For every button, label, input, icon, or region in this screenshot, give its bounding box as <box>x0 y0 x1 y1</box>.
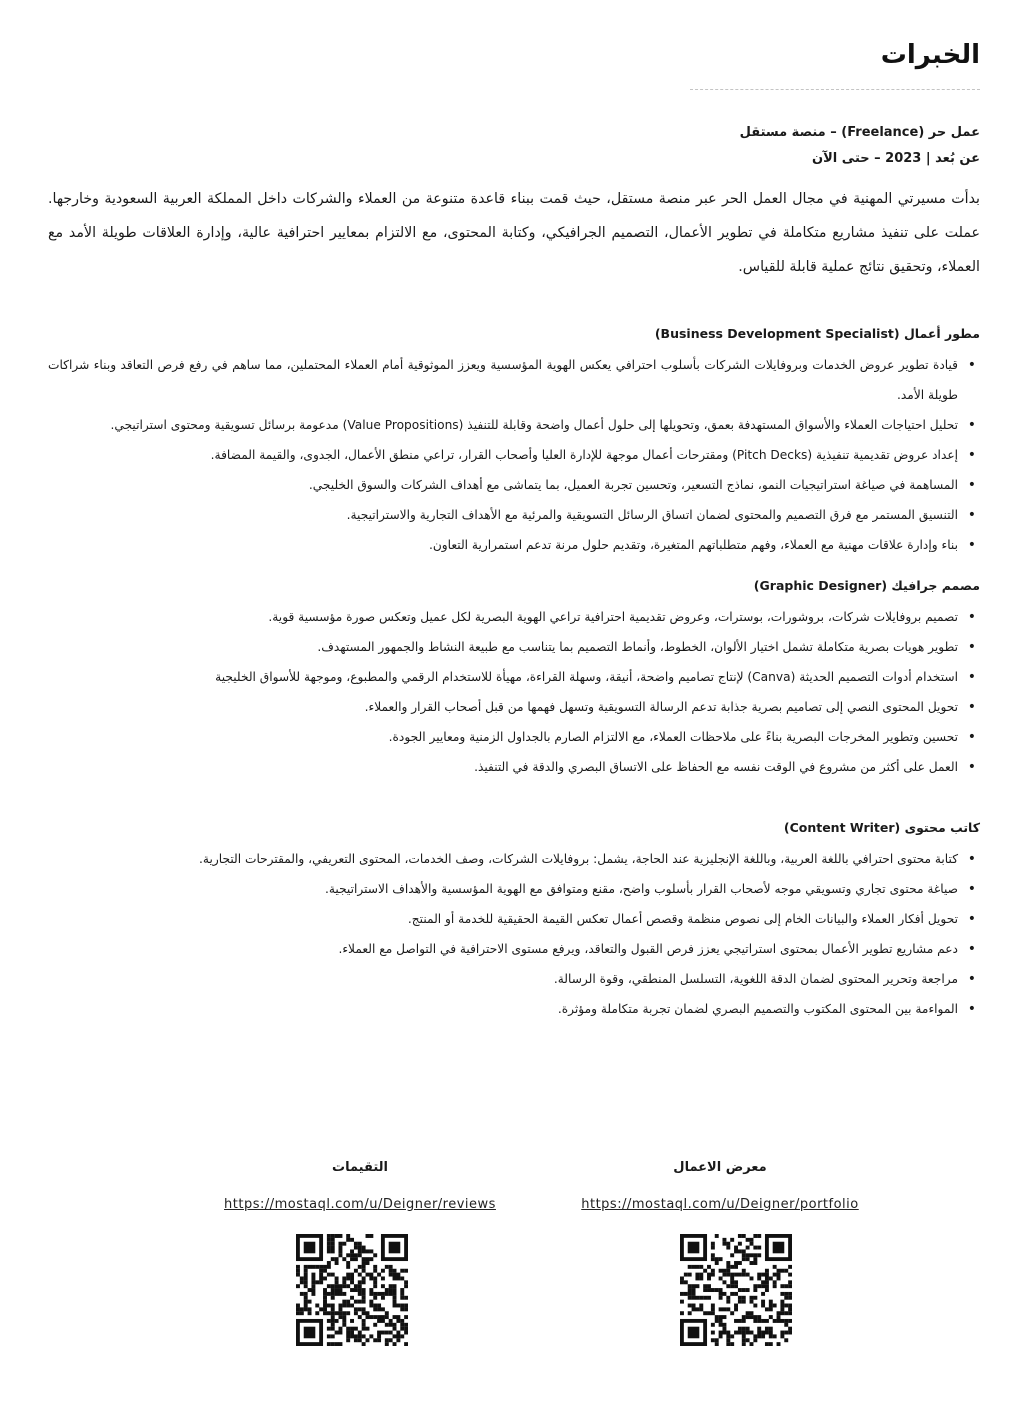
portfolio-label: معرض الاعمال <box>673 1160 767 1175</box>
list-item: • تحسين وتطوير المخرجات البصرية بناءً على ملاحظات العملاء، مع الالتزام الصارم بالجداول الزمنية ومعايير الجودة. <box>48 722 980 752</box>
role-list-business-dev <box>48 350 980 560</box>
portfolio-block <box>560 1160 880 1346</box>
reviews-block <box>200 1160 520 1346</box>
list-item: • تحليل احتياجات العملاء والأسواق المستهدفة بعمق، وتحويلها إلى حلول أعمال واضحة وقابلة للتنفيذ (Value Propositions) مدعومة برسائل تسويقية ومحتوى استراتيجي. <box>48 410 980 440</box>
list-item: • تحويل المحتوى النصي إلى تصاميم بصرية جذابة تدعم الرسالة التسويقية وتسهل فهمها من قبل أصحاب القرار والعملاء. <box>48 692 980 722</box>
list-item: • مراجعة وتحرير المحتوى لضمان الدقة اللغوية، التسلسل المنطقي، وقوة الرسالة. <box>48 964 980 994</box>
list-item: • التنسيق المستمر مع فرق التصميم والمحتوى لضمان اتساق الرسائل التسويقية والمرئية مع الأهداف التجارية والاستراتيجية. <box>48 500 980 530</box>
list-item: • صياغة محتوى تجاري وتسويقي موجه لأصحاب القرار بأسلوب واضح، مقنع ومتوافق مع الهوية المؤسسية والأهداف الاستراتيجية. <box>48 874 980 904</box>
role-heading-graphic-designer: مصمم جرافيك (Graphic Designer) <box>753 578 980 593</box>
experience-heading: الخبرات <box>880 40 980 70</box>
list-item: • بناء وإدارة علاقات مهنية مع العملاء، وفهم متطلباتهم المتغيرة، وتقديم حلول مرنة تدعم استمرارية التعاون. <box>48 530 980 560</box>
job-title: عمل حر (Freelance) – منصة مستقل <box>739 125 980 140</box>
list-item: • تحويل أفكار العملاء والبيانات الخام إلى نصوص منظمة وقصص أعمال تعكس القيمة الحقيقية للخدمة أو المنتج. <box>48 904 980 934</box>
list-item: • استخدام أدوات التصميم الحديثة (Canva) لإنتاج تصاميم واضحة، أنيقة، وسهلة القراءة، مهيأة للاستخدام الرقمي والمطبوع، وموجهة للأسواق الخليجية <box>48 662 980 692</box>
experience-body <box>48 120 980 1024</box>
role-heading-content-writer: كاتب محتوى (Content Writer) <box>783 820 980 835</box>
list-item: • إعداد عروض تقديمية تنفيذية (Pitch Decks) ومقترحات أعمال موجهة للإدارة العليا وأصحاب القرار، تراعي منطق الأعمال، الجدوى، والقيمة المضافة. <box>48 440 980 470</box>
links-section <box>0 1160 1024 1360</box>
heading-divider <box>690 89 980 90</box>
list-item: • المساهمة في صياغة استراتيجيات النمو، نماذج التسعير، وتحسين تجربة العميل، بما يتماشى مع أهداف الشركات والسوق الخليجي. <box>48 470 980 500</box>
list-item: • دعم مشاريع تطوير الأعمال بمحتوى استراتيجي يعزز فرص القبول والتعاقد، ويرفع مستوى الاحترافية في التواصل مع العملاء. <box>48 934 980 964</box>
role-list-content-writer <box>48 844 980 1024</box>
list-item: • المواءمة بين المحتوى المكتوب والتصميم البصري لضمان تجربة متكاملة ومؤثرة. <box>48 994 980 1024</box>
role-heading-business-dev: مطور أعمال (Business Development Specialist) <box>654 326 980 341</box>
job-period: عن بُعد | 2023 – حتى الآن <box>812 151 980 166</box>
list-item: • العمل على أكثر من مشروع في الوقت نفسه مع الحفاظ على الاتساق البصري والدقة في التنفيذ. <box>48 752 980 782</box>
reviews-link[interactable]: https://mostaql.com/u/Deigner/reviews <box>224 1197 496 1212</box>
list-item: • تصميم بروفايلات شركات، بروشورات، بوسترات، وعروض تقديمية احترافية تراعي الهوية البصرية لكل عميل وتعكس صورة مؤسسية قوية. <box>48 602 980 632</box>
list-item: • تطوير هويات بصرية متكاملة تشمل اختيار الألوان، الخطوط، وأنماط التصميم بما يتناسب مع طبيعة النشاط والجمهور المستهدف. <box>48 632 980 662</box>
list-item: • كتابة محتوى احترافي باللغة العربية، وباللغة الإنجليزية عند الحاجة، يشمل: بروفايلات الشركات، وصف الخدمات، المحتوى التعريفي، والمقترحات التجارية. <box>48 844 980 874</box>
list-item: • قيادة تطوير عروض الخدمات وبروفايلات الشركات بأسلوب احترافي يعكس الهوية المؤسسية ويعزز الموثوقية أمام العملاء المحتملين، مما ساهم في رفع فرص التعاقد وبناء شراكات طويلة الأمد. <box>48 350 980 410</box>
role-list-graphic-designer <box>48 602 980 782</box>
reviews-qr-code <box>296 1234 408 1346</box>
reviews-label: التقيمات <box>332 1160 388 1175</box>
job-summary: بدأت مسيرتي المهنية في مجال العمل الحر عبر منصة مستقل، حيث قمت ببناء قاعدة متنوعة من العملاء والشركات داخل المملكة العربية السعودية وخارجها. عملت على تنفيذ مشاريع متكاملة في تطوير الأعمال، التصميم الجرافيكي، وكتابة المحتوى، مع الالتزام بمعايير احترافية عالية، وإدارة العلاقات طويلة الأمد مع العملاء، وتحقيق نتائج عملية قابلة للقياس. <box>48 191 980 275</box>
portfolio-qr-code <box>680 1234 792 1346</box>
portfolio-link[interactable]: https://mostaql.com/u/Deigner/portfolio <box>581 1197 859 1212</box>
